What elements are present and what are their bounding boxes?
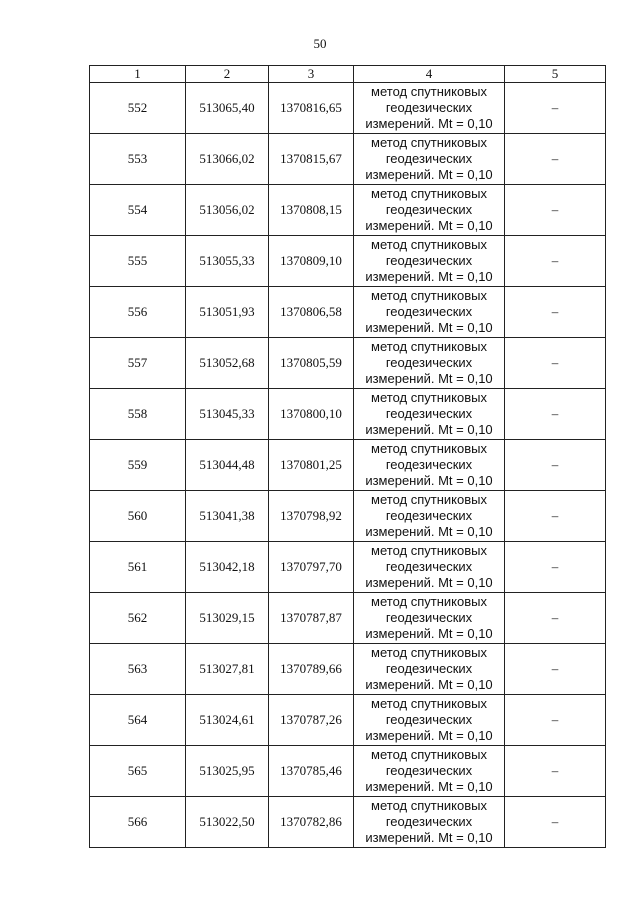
page-number: 50 <box>313 36 327 51</box>
method-line: геодезических <box>385 151 473 166</box>
x-coordinate-cell: 513022,50 <box>186 797 269 848</box>
note-cell: – <box>505 542 606 593</box>
y-coordinate-cell: 1370787,26 <box>269 695 354 746</box>
y-coordinate-cell: 1370806,58 <box>269 287 354 338</box>
point-number-cell: 554 <box>90 185 186 236</box>
note-cell: – <box>505 185 606 236</box>
point-number-cell: 561 <box>90 542 186 593</box>
method-cell <box>354 746 505 797</box>
point-number-cell: 560 <box>90 491 186 542</box>
x-coordinate-cell: 513042,18 <box>186 542 269 593</box>
note-cell: – <box>505 644 606 695</box>
table-row <box>90 491 606 542</box>
method-cell <box>354 236 505 287</box>
method-line: метод спутниковых <box>371 186 487 201</box>
method-line: геодезических <box>385 712 473 727</box>
x-coordinate-cell: 513045,33 <box>186 389 269 440</box>
method-cell <box>354 593 505 644</box>
method-line: метод спутниковых <box>371 594 487 609</box>
table-row <box>90 593 606 644</box>
method-cell <box>354 491 505 542</box>
table-row <box>90 185 606 236</box>
method-line: геодезических <box>385 814 473 829</box>
y-coordinate-cell: 1370815,67 <box>269 134 354 185</box>
point-number-cell: 565 <box>90 746 186 797</box>
method-line: измерений. Mt = 0,10 <box>365 779 493 794</box>
method-cell <box>354 695 505 746</box>
note-cell: – <box>505 440 606 491</box>
point-number-cell: 563 <box>90 644 186 695</box>
method-line: метод спутниковых <box>371 645 487 660</box>
coordinates-table <box>89 65 606 848</box>
method-line: геодезических <box>385 457 473 472</box>
column-header-4: 4 <box>354 66 505 83</box>
y-coordinate-cell: 1370808,15 <box>269 185 354 236</box>
method-line: метод спутниковых <box>371 390 487 405</box>
method-line: геодезических <box>385 202 473 217</box>
method-cell <box>354 440 505 491</box>
method-line: измерений. Mt = 0,10 <box>365 524 493 539</box>
method-line: метод спутниковых <box>371 696 487 711</box>
x-coordinate-cell: 513025,95 <box>186 746 269 797</box>
y-coordinate-cell: 1370809,10 <box>269 236 354 287</box>
y-coordinate-cell: 1370787,87 <box>269 593 354 644</box>
method-line: измерений. Mt = 0,10 <box>365 422 493 437</box>
method-line: измерений. Mt = 0,10 <box>365 167 493 182</box>
method-line: измерений. Mt = 0,10 <box>365 269 493 284</box>
method-line: измерений. Mt = 0,10 <box>365 218 493 233</box>
column-header-2: 2 <box>186 66 269 83</box>
table-row <box>90 440 606 491</box>
method-line: метод спутниковых <box>371 492 487 507</box>
point-number-cell: 559 <box>90 440 186 491</box>
method-cell <box>354 287 505 338</box>
x-coordinate-cell: 513029,15 <box>186 593 269 644</box>
note-cell: – <box>505 593 606 644</box>
method-line: геодезических <box>385 508 473 523</box>
note-cell: – <box>505 389 606 440</box>
method-line: измерений. Mt = 0,10 <box>365 575 493 590</box>
table-header-row <box>90 66 606 83</box>
method-line: метод спутниковых <box>371 441 487 456</box>
point-number-cell: 562 <box>90 593 186 644</box>
point-number-cell: 556 <box>90 287 186 338</box>
x-coordinate-cell: 513051,93 <box>186 287 269 338</box>
method-line: измерений. Mt = 0,10 <box>365 830 493 845</box>
note-cell: – <box>505 236 606 287</box>
method-line: метод спутниковых <box>371 339 487 354</box>
x-coordinate-cell: 513055,33 <box>186 236 269 287</box>
method-cell <box>354 134 505 185</box>
note-cell: – <box>505 491 606 542</box>
method-line: метод спутниковых <box>371 288 487 303</box>
method-line: измерений. Mt = 0,10 <box>365 320 493 335</box>
method-line: геодезических <box>385 253 473 268</box>
y-coordinate-cell: 1370789,66 <box>269 644 354 695</box>
table-row <box>90 695 606 746</box>
method-line: метод спутниковых <box>371 747 487 762</box>
y-coordinate-cell: 1370785,46 <box>269 746 354 797</box>
note-cell: – <box>505 134 606 185</box>
column-header-3: 3 <box>269 66 354 83</box>
x-coordinate-cell: 513041,38 <box>186 491 269 542</box>
x-coordinate-cell: 513065,40 <box>186 83 269 134</box>
method-line: измерений. Mt = 0,10 <box>365 626 493 641</box>
point-number-cell: 564 <box>90 695 186 746</box>
table-row <box>90 644 606 695</box>
y-coordinate-cell: 1370800,10 <box>269 389 354 440</box>
point-number-cell: 552 <box>90 83 186 134</box>
method-line: метод спутниковых <box>371 543 487 558</box>
method-line: метод спутниковых <box>371 798 487 813</box>
table-row <box>90 338 606 389</box>
x-coordinate-cell: 513052,68 <box>186 338 269 389</box>
method-cell <box>354 185 505 236</box>
method-cell <box>354 542 505 593</box>
point-number-cell: 557 <box>90 338 186 389</box>
method-line: метод спутниковых <box>371 84 487 99</box>
method-line: метод спутниковых <box>371 237 487 252</box>
note-cell: – <box>505 695 606 746</box>
note-cell: – <box>505 797 606 848</box>
table-row <box>90 542 606 593</box>
point-number-cell: 566 <box>90 797 186 848</box>
table-row <box>90 134 606 185</box>
x-coordinate-cell: 513066,02 <box>186 134 269 185</box>
method-line: геодезических <box>385 763 473 778</box>
x-coordinate-cell: 513027,81 <box>186 644 269 695</box>
note-cell: – <box>505 338 606 389</box>
y-coordinate-cell: 1370798,92 <box>269 491 354 542</box>
method-line: метод спутниковых <box>371 135 487 150</box>
method-line: измерений. Mt = 0,10 <box>365 473 493 488</box>
y-coordinate-cell: 1370816,65 <box>269 83 354 134</box>
table-row <box>90 287 606 338</box>
table-row <box>90 797 606 848</box>
x-coordinate-cell: 513024,61 <box>186 695 269 746</box>
table-row <box>90 236 606 287</box>
note-cell: – <box>505 746 606 797</box>
column-header-1: 1 <box>90 66 186 83</box>
x-coordinate-cell: 513044,48 <box>186 440 269 491</box>
y-coordinate-cell: 1370797,70 <box>269 542 354 593</box>
point-number-cell: 555 <box>90 236 186 287</box>
method-cell <box>354 338 505 389</box>
x-coordinate-cell: 513056,02 <box>186 185 269 236</box>
method-cell <box>354 797 505 848</box>
method-line: геодезических <box>385 304 473 319</box>
note-cell: – <box>505 287 606 338</box>
y-coordinate-cell: 1370782,86 <box>269 797 354 848</box>
method-cell <box>354 83 505 134</box>
method-line: измерений. Mt = 0,10 <box>365 728 493 743</box>
method-line: геодезических <box>385 610 473 625</box>
table-row <box>90 389 606 440</box>
note-cell: – <box>505 83 606 134</box>
method-line: геодезических <box>385 406 473 421</box>
method-cell <box>354 644 505 695</box>
table-row <box>90 83 606 134</box>
point-number-cell: 553 <box>90 134 186 185</box>
method-line: измерений. Mt = 0,10 <box>365 677 493 692</box>
point-number-cell: 558 <box>90 389 186 440</box>
method-cell <box>354 389 505 440</box>
method-line: измерений. Mt = 0,10 <box>365 371 493 386</box>
method-line: измерений. Mt = 0,10 <box>365 116 493 131</box>
table-row <box>90 746 606 797</box>
method-line: геодезических <box>385 100 473 115</box>
column-header-5: 5 <box>505 66 606 83</box>
method-line: геодезических <box>385 355 473 370</box>
y-coordinate-cell: 1370805,59 <box>269 338 354 389</box>
method-line: геодезических <box>385 559 473 574</box>
y-coordinate-cell: 1370801,25 <box>269 440 354 491</box>
method-line: геодезических <box>385 661 473 676</box>
